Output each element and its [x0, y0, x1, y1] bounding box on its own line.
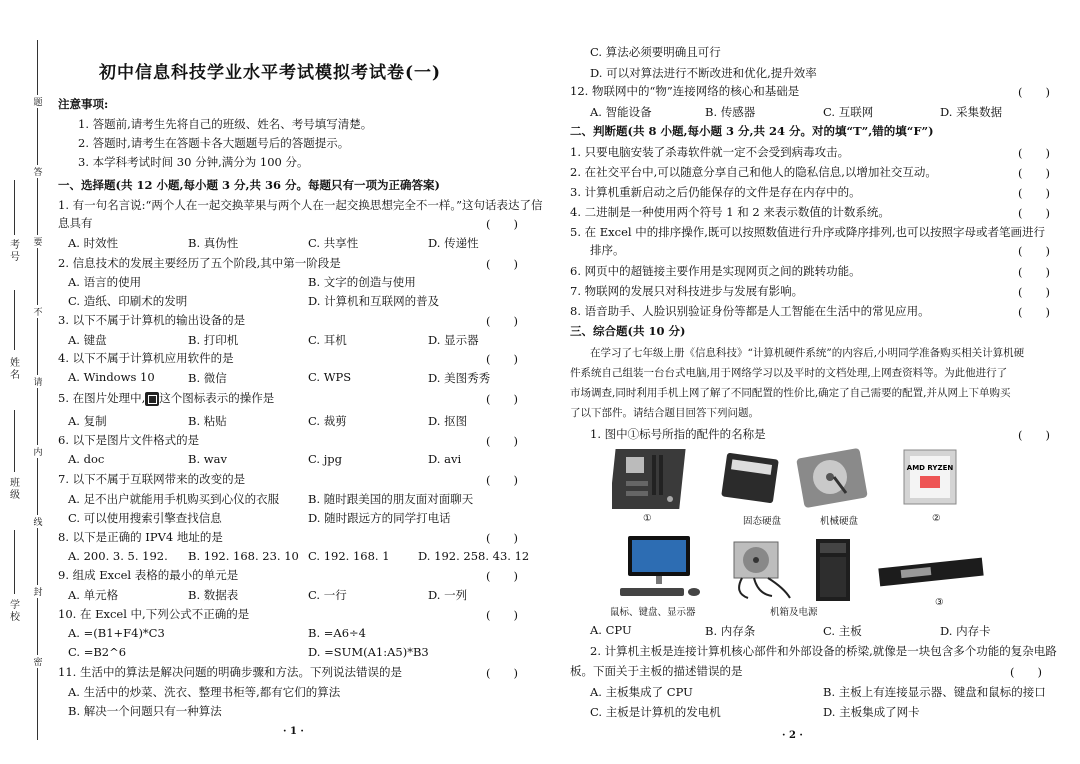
answer-blank[interactable]: ( ): [486, 434, 518, 448]
s3-q1-option-b: B. 内存条: [705, 624, 756, 638]
cpu-image: [898, 446, 962, 508]
q7-option-a: A. 足不出户就能用手机购买到心仪的衣服: [68, 492, 280, 506]
class-label: 班级: [10, 478, 20, 501]
q4-option-b: B. 微信: [188, 371, 227, 385]
school-label: 学校: [10, 600, 20, 623]
scenario-paragraph: 件系统自己组装一台台式电脑,用于网络学习以及平时的文档处理,上网查资料等。为此他进行了: [570, 367, 1008, 379]
answer-blank[interactable]: ( ): [1018, 244, 1050, 258]
image-caption-3: ③: [935, 597, 944, 608]
section1-heading: 一、选择题(共 12 小题,每小题 3 分,共 36 分。每题只有一项为正确答案): [58, 178, 440, 192]
q1-option-b: B. 真伪性: [188, 236, 239, 250]
q2-option-b: B. 文字的创造与使用: [308, 275, 416, 289]
q5-option-b: B. 粘贴: [188, 414, 227, 428]
seal-char: 密: [31, 655, 45, 668]
q2-stem: 2. 信息技术的发展主要经历了五个阶段,其中第一阶段是: [58, 256, 341, 270]
q12-option-a: A. 智能设备: [590, 105, 652, 119]
q2-option-d: D. 计算机和互联网的普及: [308, 294, 440, 308]
q4-option-c: C. WPS: [308, 370, 352, 384]
seal-char: 要: [31, 235, 45, 248]
seal-char: 封: [31, 585, 45, 598]
binding-margin: [4, 40, 48, 740]
image-caption-ssd: 固态硬盘: [743, 516, 782, 527]
answer-blank[interactable]: ( ): [486, 666, 518, 680]
q5-option-c: C. 裁剪: [308, 414, 347, 428]
answer-blank[interactable]: ( ): [1018, 285, 1050, 299]
s3-q1-stem: 1. 图中①标号所指的配件的名称是: [590, 427, 766, 441]
q1-option-c: C. 共享性: [308, 236, 359, 250]
answer-blank[interactable]: ( ): [1018, 305, 1050, 319]
image-caption-peripherals: 鼠标、键盘、显示器: [610, 607, 696, 618]
crop-icon: [145, 392, 159, 406]
motherboard-image: [612, 445, 690, 513]
s3-q1-option-a: A. CPU: [590, 623, 632, 637]
judge-item: 7. 物联网的发展只对科技进步与发展有影响。: [570, 284, 804, 298]
q8-option-d: D. 192. 258. 43. 12: [418, 549, 530, 563]
answer-blank[interactable]: ( ): [486, 257, 518, 271]
q5-stem-start: 5. 在图片处理中,: [58, 391, 146, 405]
note-item: 2. 答题时,请考生在答题卡各大题题号后的答题提示。: [78, 136, 350, 150]
q12-option-c: C. 互联网: [823, 105, 874, 119]
answer-blank[interactable]: ( ): [486, 531, 518, 545]
scenario-paragraph: 市场调查,同时利用手机上网了解了不同配置的性价比,确定了自己需要的配置,并从网上下单购买: [570, 387, 1011, 399]
notes-heading: 注意事项:: [58, 97, 109, 111]
q1-option-d: D. 传递性: [428, 236, 479, 250]
judge-item: 8. 语音助手、人脸识别验证身份等都是人工智能在生活中的常见应用。: [570, 304, 930, 318]
ssd-image: [720, 450, 782, 508]
s3-q2-option-d: D. 主板集成了网卡: [823, 705, 920, 719]
answer-blank[interactable]: ( ): [486, 392, 518, 406]
q7-option-d: D. 随时跟远方的同学打电话: [308, 511, 451, 525]
section2-heading: 二、判断题(共 8 小题,每小题 3 分,共 24 分。对的填“T”,错的填“F”): [570, 124, 934, 138]
image-caption-1: ①: [643, 513, 652, 524]
judge-item: 1. 只要电脑安装了杀毒软件就一定不会受到病毒攻击。: [570, 145, 850, 159]
answer-blank[interactable]: ( ): [1018, 146, 1050, 160]
exam-title: 初中信息科技学业水平考试模拟考试卷(一): [98, 63, 442, 83]
answer-blank[interactable]: ( ): [486, 352, 518, 366]
q10-option-d: D. =SUM(A1:A5)*B3: [308, 645, 429, 659]
image-caption-2: ②: [932, 513, 941, 524]
answer-blank[interactable]: ( ): [486, 473, 518, 487]
section3-heading: 三、综合题(共 10 分): [570, 324, 686, 338]
q6-stem: 6. 以下是图片文件格式的是: [58, 433, 200, 447]
s3-q2-option-a: A. 主板集成了 CPU: [590, 685, 693, 699]
answer-blank[interactable]: ( ): [1018, 166, 1050, 180]
student-name-label: 姓名: [10, 358, 20, 381]
q9-option-c: C. 一行: [308, 588, 347, 602]
q3-stem: 3. 以下不属于计算机的输出设备的是: [58, 313, 246, 327]
judge-item: 6. 网页中的超链接主要作用是实现网页之间的跳转功能。: [570, 264, 861, 278]
q7-stem: 7. 以下不属于互联网带来的改变的是: [58, 472, 246, 486]
answer-blank[interactable]: ( ): [486, 608, 518, 622]
q3-option-b: B. 打印机: [188, 333, 239, 347]
image-caption-hdd: 机械硬盘: [820, 516, 859, 527]
school-line: [14, 530, 15, 594]
q5-option-a: A. 复制: [68, 414, 107, 428]
answer-blank[interactable]: ( ): [486, 569, 518, 583]
s3-q2-stem: 2. 计算机主板是连接计算机核心部件和外部设备的桥梁,就像是一块包含多个功能的复杂电路: [590, 644, 1057, 658]
q8-option-b: B. 192. 168. 23. 10: [188, 549, 299, 563]
q10-option-b: B. =A6÷4: [308, 626, 366, 640]
answer-blank[interactable]: ( ): [1018, 186, 1050, 200]
answer-blank[interactable]: ( ): [1010, 665, 1042, 679]
peripherals-image: [614, 532, 704, 602]
q9-option-a: A. 单元格: [68, 588, 119, 602]
judge-item: 2. 在社交平台中,可以随意分享自己和他人的隐私信息,以增加社交互动。: [570, 165, 937, 179]
q2-option-a: A. 语言的使用: [68, 275, 142, 289]
q9-option-d: D. 一列: [428, 588, 468, 602]
q11-option-b: B. 解决一个问题只有一种算法: [68, 704, 222, 718]
exam-number-label: 考号: [10, 240, 20, 263]
q11-stem: 11. 生活中的算法是解决问题的明确步骤和方法。下列说法错误的是: [58, 665, 402, 679]
q5-option-d: D. 抠图: [428, 414, 468, 428]
q12-stem: 12. 物联网中的“物”连接网络的核心和基础是: [570, 84, 800, 98]
page-number: · 1 ·: [283, 726, 304, 737]
q10-stem: 10. 在 Excel 中,下列公式不正确的是: [58, 607, 250, 621]
q4-option-a: A. Windows 10: [68, 370, 155, 384]
q6-option-b: B. wav: [188, 452, 227, 466]
q4-option-d: D. 美图秀秀: [428, 371, 491, 385]
answer-blank[interactable]: ( ): [486, 217, 518, 231]
note-item: 3. 本学科考试时间 30 分钟,满分为 100 分。: [78, 155, 309, 169]
note-item: 1. 答题前,请考生先将自己的班级、姓名、考号填写清楚。: [78, 117, 373, 131]
q12-option-b: B. 传感器: [705, 105, 756, 119]
right-page: [540, 0, 1080, 764]
q9-option-b: B. 数据表: [188, 588, 239, 602]
q8-option-a: A. 200. 3. 5. 192.: [68, 549, 168, 563]
judge-item: 3. 计算机重新启动之后仍能保存的文件是存在内存中的。: [570, 185, 861, 199]
q11-option-d: D. 可以对算法进行不断改进和优化,提升效率: [590, 66, 817, 80]
page-number: · 2 ·: [782, 730, 803, 741]
ram-image: [875, 555, 987, 591]
seal-char: 线: [31, 515, 45, 528]
s3-q2-option-b: B. 主板上有连接显示器、键盘和鼠标的接口: [823, 685, 1046, 699]
image-caption-case: 机箱及电源: [770, 607, 818, 618]
q10-option-a: A. =(B1+F4)*C3: [68, 626, 165, 640]
q1-stem: 1. 有一句名言说:“两个人在一起交换苹果与两个人在一起交换思想完全不一样。”这句话表达了信: [58, 198, 543, 212]
q1-stem-cont: 息具有: [58, 216, 93, 230]
judge-item: 4. 二进制是一种使用两个符号 1 和 2 来表示数值的计数系统。: [570, 205, 890, 219]
s3-q2-option-c: C. 主板是计算机的发电机: [590, 705, 721, 719]
q9-stem: 9. 组成 Excel 表格的最小的单元是: [58, 568, 239, 582]
q5-stem: [58, 391, 274, 406]
case-image: [812, 535, 856, 605]
q7-option-b: B. 随时跟美国的朋友面对面聊天: [308, 492, 474, 506]
q6-option-d: D. avi: [428, 452, 462, 466]
q10-option-c: C. =B2^6: [68, 645, 127, 659]
cpu-brand-text: AMD RYZEN: [906, 464, 954, 472]
q2-option-c: C. 造纸、印刷术的发明: [68, 294, 188, 308]
answer-blank[interactable]: ( ): [1018, 206, 1050, 220]
seal-char: 请: [31, 375, 45, 388]
scenario-paragraph: 在学习了七年级上册《信息科技》“计算机硬件系统”的内容后,小明同学准备购买相关计算机硬: [590, 347, 1025, 359]
q11-option-a: A. 生活中的炒菜、洗衣、整理书柜等,都有它们的算法: [68, 685, 341, 699]
q6-option-a: A. doc: [68, 452, 105, 466]
q6-option-c: C. jpg: [308, 452, 342, 466]
answer-blank[interactable]: ( ): [1018, 265, 1050, 279]
q8-option-c: C. 192. 168. 1: [308, 549, 390, 563]
q3-option-c: C. 耳机: [308, 333, 347, 347]
answer-blank[interactable]: ( ): [1018, 85, 1050, 99]
q8-stem: 8. 以下是正确的 IPV4 地址的是: [58, 530, 223, 544]
q7-option-c: C. 可以使用搜索引擎查找信息: [68, 511, 222, 525]
judge-item-cont: 排序。: [590, 243, 625, 257]
hdd-image: [796, 447, 870, 509]
q3-option-a: A. 键盘: [68, 333, 107, 347]
seal-char: 内: [31, 445, 45, 458]
seal-line: [37, 40, 38, 740]
q3-option-d: D. 显示器: [428, 333, 479, 347]
answer-blank[interactable]: ( ): [1018, 428, 1050, 442]
student-name-line: [14, 290, 15, 350]
s3-q1-option-c: C. 主板: [823, 624, 862, 638]
class-line: [14, 410, 15, 472]
q5-stem-end: 这个图标表示的操作是: [159, 391, 275, 405]
q12-option-d: D. 采集数据: [940, 105, 1003, 119]
seal-char: 不: [31, 305, 45, 318]
answer-blank[interactable]: ( ): [486, 314, 518, 328]
judge-item: 5. 在 Excel 中的排序操作,既可以按照数值进行升序或降序排列,也可以按照字母或者笔画进行: [570, 225, 1046, 239]
q11-option-c: C. 算法必须要明确且可行: [590, 45, 721, 59]
q4-stem: 4. 以下不属于计算机应用软件的是: [58, 351, 234, 365]
psu-image: [724, 538, 802, 602]
q1-option-a: A. 时效性: [68, 236, 119, 250]
scenario-paragraph: 了以下部件。请结合题目回答下列问题。: [570, 407, 759, 419]
seal-char: 答: [31, 165, 45, 178]
exam-number-line: [14, 180, 15, 235]
s3-q2-stem-cont: 板。下面关于主板的描述错误的是: [570, 664, 743, 678]
s3-q1-option-d: D. 内存卡: [940, 624, 991, 638]
seal-char: 题: [31, 95, 45, 108]
